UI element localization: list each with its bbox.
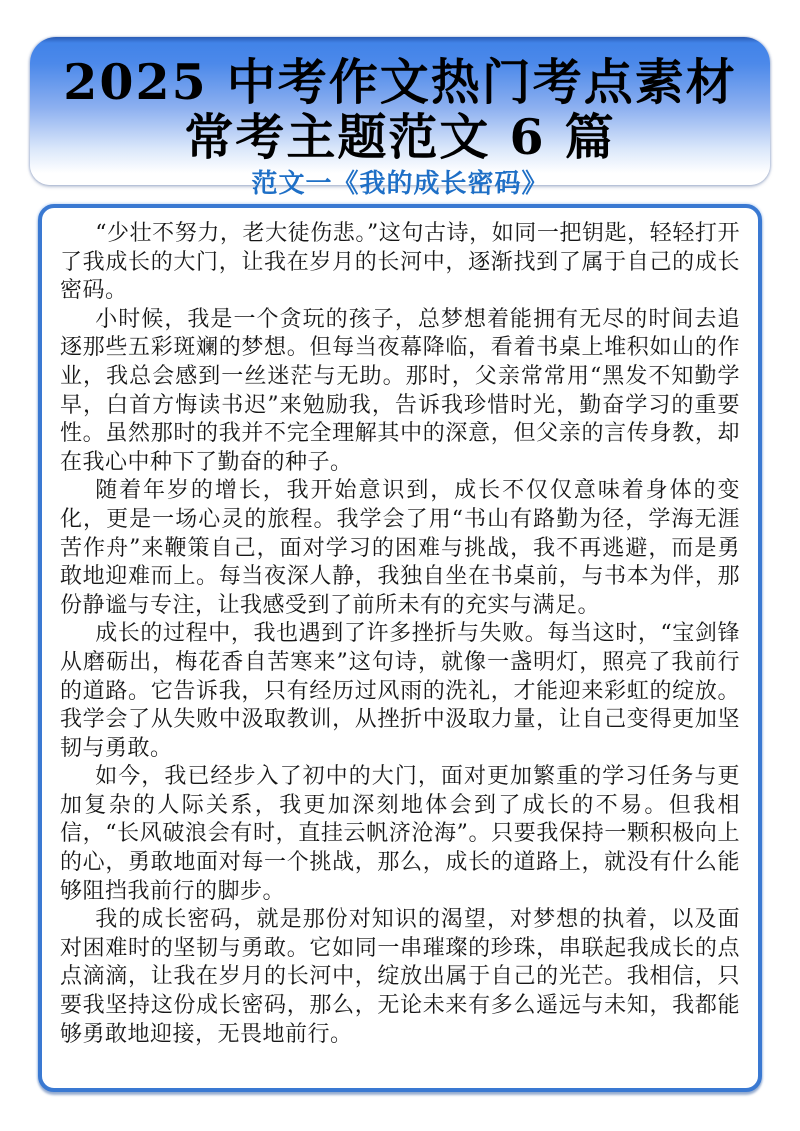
essay-paragraph: 小时候，我是一个贪玩的孩子，总梦想着能拥有无尽的时间去追逐那些五彩斑斓的梦想。但每当夜幕降临，看着书桌上堆积如山的作业，我总会感到一丝迷茫与无助。那时，父亲常常用“黑发不知勤学早，白首方悔读书迟”来勉励我，告诉我珍惜时光，勤奋学习的重要性。虽然那时的我并不完全理解其中的深意，但父亲的言传身教，却在我心中种下了勤奋的种子。 (60, 306, 740, 475)
title-line-1: 2025 中考作文热门考点素材 (63, 53, 737, 111)
essay-paragraph: 成长的过程中，我也遇到了许多挫折与失败。每当这时，“宝剑锋从磨砺出，梅花香自苦寒来”这句诗，就像一盏明灯，照亮了我前行的道路。它告诉我，只有经历过风雨的洗礼，才能迎来彩虹的绽放。我学会了从失败中汲取教训，从挫折中汲取力量，让自己变得更加坚韧与勇敢。 (60, 621, 740, 761)
page-title (30, 55, 770, 165)
header-banner (30, 37, 770, 185)
essay-paragraph: 我的成长密码，就是那份对知识的渴望，对梦想的执着，以及面对困难时的坚韧与勇敢。它如同一串璀璨的珍珠，串联起我成长的点点滴滴，让我在岁月的长河中，绽放出属于自己的光芒。我相信，只要我坚持这份成长密码，那么，无论未来有多么遥远与未知，我都能够勇敢地迎接，无畏地前行。 (60, 907, 740, 1047)
essay-paragraph: “少壮不努力，老大徒伤悲。”这句古诗，如同一把钥匙，轻轻打开了我成长的大门，让我在岁月的长河中，逐渐找到了属于自己的成长密码。 (60, 221, 740, 304)
essay-box (38, 204, 762, 1092)
essay-paragraph: 如今，我已经步入了初中的大门，面对更加繁重的学习任务与更加复杂的人际关系，我更加深刻地体会到了成长的不易。但我相信，“长风破浪会有时，直挂云帆济沧海”。只要我保持一颗积极向上的心，勇敢地面对每一个挑战，那么，成长的道路上，就没有什么能够阻挡我前行的脚步。 (60, 764, 740, 904)
essay-subtitle: 范文一《我的成长密码》 (251, 169, 549, 199)
essay-body (60, 220, 740, 1049)
title-line-2: 常考主题范文 6 篇 (184, 108, 616, 166)
essay-paragraph: 随着年岁的增长，我开始意识到，成长不仅仅意味着身体的变化，更是一场心灵的旅程。我学会了用“书山有路勤为径，学海无涯苦作舟”来鞭策自己，面对学习的困难与挑战，我不再逃避，而是勇敢地迎难而上。每当夜深人静，我独自坐在书桌前，与书本为伴，那份静谧与专注，让我感受到了前所未有的充实与满足。 (60, 478, 740, 618)
